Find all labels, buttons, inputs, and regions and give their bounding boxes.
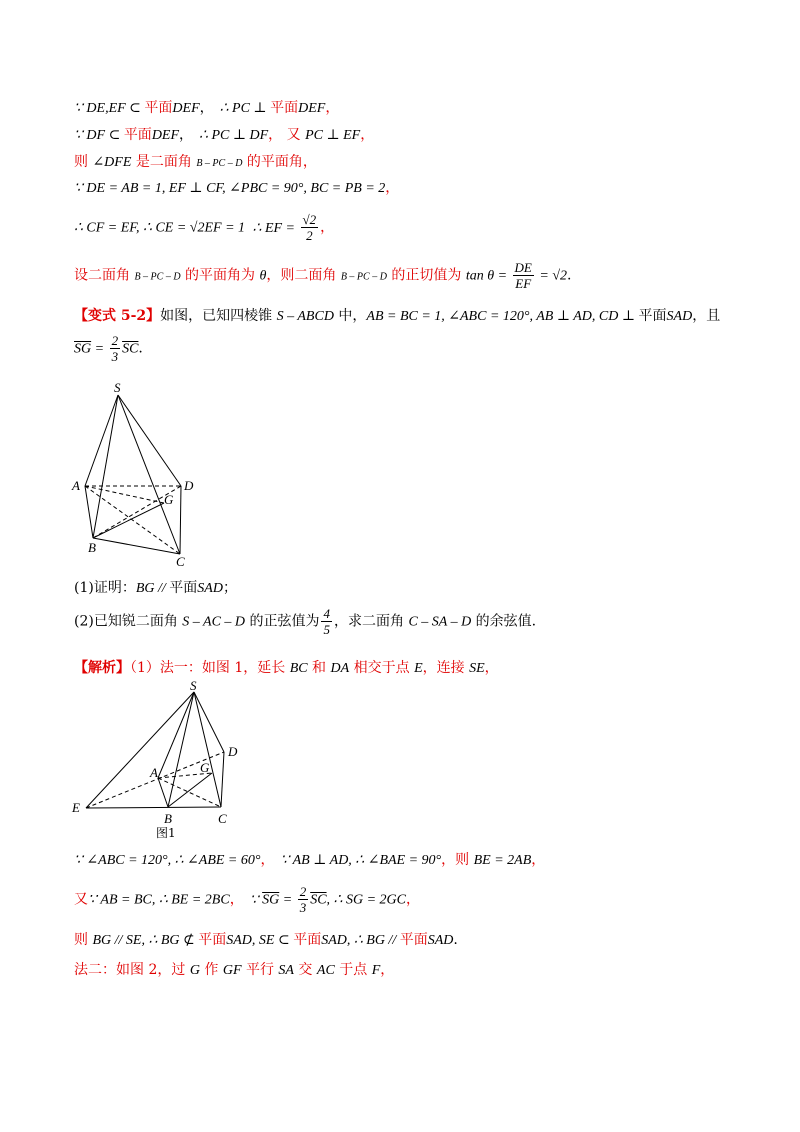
proof-line-2 [74,125,374,146]
text: , ∴ SG = 2GC [326,892,406,908]
vertex-label: S [114,380,121,395]
text: ， [385,180,400,196]
vertex-label: G [164,492,174,507]
text: ， [325,100,340,116]
solution-line-1 [74,658,499,679]
text: . [453,932,458,948]
text: ， [260,852,275,868]
text: √2 [189,220,205,236]
vertex-label: A [72,478,80,493]
vertex-label: E [72,800,80,815]
text: ， [531,852,546,868]
text: ∵ DE,EF ⊂ [74,101,145,116]
text: ， [360,127,375,143]
text: (1)证明： [74,580,136,596]
text: SAD [666,309,693,324]
numerator: √2 [302,212,317,227]
vertex-label: C [218,811,227,826]
text: 于点 [334,962,372,978]
text: SAD [427,933,454,948]
text: ， [405,891,420,908]
text: BC [289,661,308,676]
text: C – SA – D [408,614,472,630]
text: 的余弦值. [471,613,537,630]
solution-line-5 [74,960,394,981]
text: DEF [172,101,200,116]
text: 设二面角 [74,267,135,284]
text: ∵ [249,892,263,908]
text: BG // SE, ∴ BG ⊄ [92,933,199,948]
text: ，连接 [422,660,470,676]
solution-line-2 [74,850,545,871]
text: ， [179,127,194,143]
text: 的正切值为 [386,267,466,284]
vector: $\overline{SG}$ [74,341,92,357]
text: B – PC – D [340,271,387,283]
vertex-label: S [190,680,197,693]
numerator: 2 [111,333,119,348]
text: 的平面角为 [180,267,260,284]
text: G [189,963,200,978]
denominator: 2 [306,228,313,243]
text: 平面 [638,308,667,324]
text: ， [380,962,395,978]
vertex-label: D [184,478,194,493]
fraction [321,606,332,637]
solution-line-4 [74,930,458,951]
proof-line-5 [74,212,334,250]
text: E [414,661,423,676]
numerator: 2 [299,884,307,899]
text: AB = BC = 1, ∠ABC = 120°, AB ⊥ AD, CD ⊥ [366,309,639,324]
text: SAD, ∴ BG // [321,933,400,948]
text: 是二面角 [131,154,197,170]
vector: $\overline{SC}$ [310,892,327,908]
fraction [110,333,121,364]
text: ， 又 [268,127,306,143]
vertex-label: G [200,760,210,775]
text: . [138,340,143,357]
text: ； [222,580,237,596]
text: 的正弦值为 [245,613,320,630]
figure-caption: 图1 [156,826,176,840]
text: ∵ DE = AB = 1, EF ⊥ CF, ∠PBC = 90°, BC = PB = 2 [74,181,386,196]
text: (2)已知锐二面角 [74,613,183,630]
text: ， [320,219,335,236]
text: S – AC – D [182,614,246,630]
text: ∵ DF ⊂ [74,128,124,143]
text: 平面 [144,100,173,116]
denominator: 5 [323,622,330,637]
text: ∵ ∠ABC = 120°, ∴ ∠ABE = 60° [74,853,261,868]
problem-line-1 [74,306,720,327]
vertex-label: C [176,554,185,568]
text: B – PC – D [196,158,243,169]
text: ， [199,100,214,116]
text: ∵ AB ⊥ AD, ∴ ∠BAE = 90° [280,853,442,868]
text: 则 [74,154,93,170]
text: 如图，已知四棱锥 [160,308,277,324]
text: PC ⊥ EF [305,128,361,143]
text: 交 [293,962,317,978]
text: tan θ = [465,268,511,284]
text: ，求二面角 [333,613,409,630]
text: ∴ PC ⊥ [219,101,271,116]
vertex-label: B [88,540,96,555]
pyramid-figure [60,378,220,568]
fraction [298,884,309,915]
text: SA [278,963,294,978]
extended-pyramid-figure [64,680,264,840]
text: 作 [199,962,223,978]
proof-line-3 [74,152,317,174]
question-2 [74,606,536,644]
text: （1）法一：如图 1，延长 [130,660,290,676]
analysis-tag: 【解析】 [74,660,130,676]
vertex-label: D [228,744,238,759]
text: 平面 [293,932,322,948]
text: ∴ CF = EF, ∴ CE = [74,220,190,236]
text: ，且 [692,308,721,324]
text: S – ABCD [276,309,334,324]
text: SAD [197,581,223,596]
denominator: 3 [299,900,307,915]
text: 的平面角， [242,154,317,170]
text: = [279,892,296,908]
text: 和 [307,660,331,676]
text: ∠DFE [92,155,132,170]
text: F [371,963,381,978]
text: 中， [333,308,367,324]
text: 又 [74,891,88,908]
text: = √2 [535,268,568,284]
text: SAD, SE ⊂ [226,933,294,948]
vertex-label: B [164,811,172,826]
proof-line-4 [74,178,399,199]
text: 平面 [399,932,428,948]
text: BG // [135,581,170,596]
text: 平面 [123,127,152,143]
text: 平面 [270,100,299,116]
text: 平面 [198,932,227,948]
text: ，则二面角 [266,267,341,284]
text: ∴ EF = [249,220,299,236]
problem-line-2 [74,333,143,371]
numerator: 4 [323,606,330,621]
text: AC [316,963,335,978]
text: DEF [298,101,326,116]
text: ， [484,660,499,676]
text: . [567,267,572,284]
text: ，则 [441,852,474,868]
fraction [301,212,319,243]
text: = [91,341,108,357]
text: 平行 [241,962,279,978]
text: DEF [151,128,180,143]
text: 平面 [169,580,198,596]
text: B – PC – D [134,271,181,283]
question-1 [74,578,237,599]
proof-line-6 [74,260,571,298]
denominator: EF [515,276,532,291]
text: SE [469,661,485,676]
text: 则 [74,932,93,948]
text: θ [259,268,267,284]
text: GF [222,963,242,978]
text: ∵ AB = BC, ∴ BE = 2BC [88,892,230,908]
text: DA [330,661,350,676]
text: 法二：如图 2，过 [74,962,190,978]
vertex-label: A [150,765,158,780]
text: BE = 2AB [473,853,532,868]
denominator: 3 [111,349,119,364]
text: ， [229,891,244,908]
fraction [513,260,534,291]
vector: $\overline{SG}$ [262,892,280,908]
text: ∴ PC ⊥ DF [199,128,269,143]
solution-line-3 [74,884,420,922]
numerator: DE [514,260,532,275]
text: 相交于点 [349,660,415,676]
proof-line-1 [74,98,339,119]
text: EF = 1 [204,220,246,236]
variant-tag: 【变式 5-2】 [74,308,161,324]
vector: $\overline{SC}$ [122,341,139,357]
